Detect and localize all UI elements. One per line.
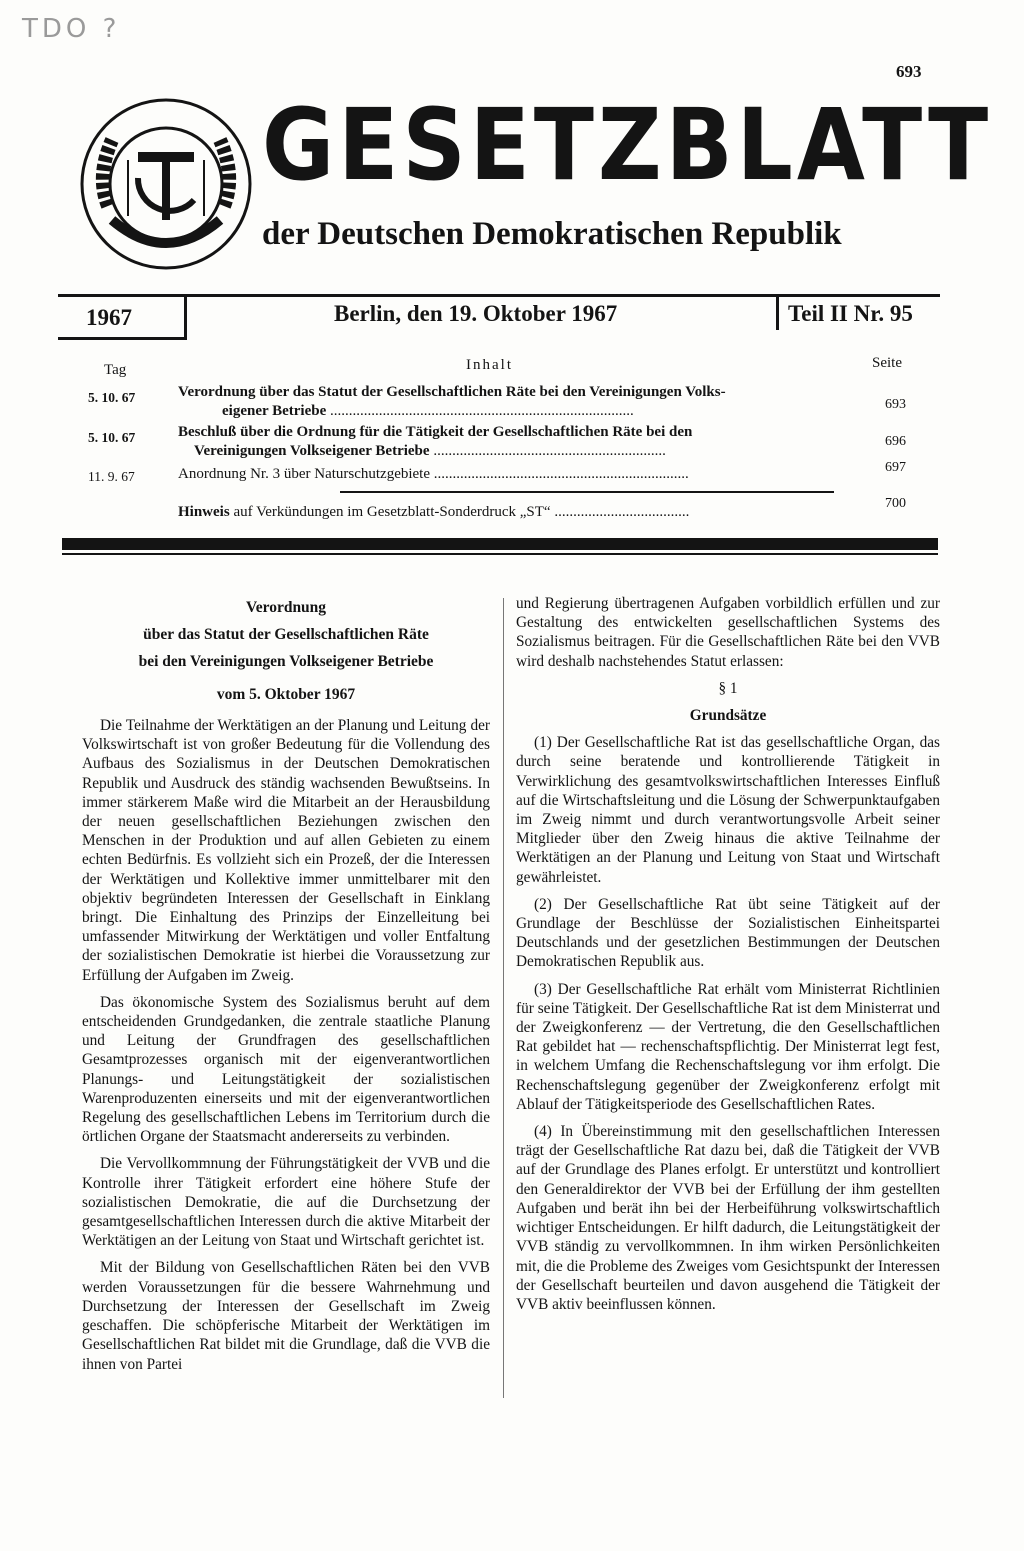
article-title-line3: bei den Vereinigungen Volkseigener Betriebe xyxy=(138,653,434,670)
issue-bar-bottom-rule-left xyxy=(58,337,186,340)
right-paragraph-1: (1) Der Gesellschaftliche Rat ist das gesellschaftliche Organ, das durch seine beratende und kontrollierende Tätigkeit in Verwirklichung des gesamtvolkswirtschaftlichen Interesses Einfluß auf die Wirtschaftsleitung und die Lösung der Schwerpunktaufgaben im Zweig nimmt und durch verantwortungsvolle Arbeit seiner Mitglieder über den Zweig hinaus die aktive Teilnahme der Werktätigen an der Planung und Leitung von Staat und Wirtschaft gewährleistet. xyxy=(516,734,940,886)
toc-entry-2-line2: Vereinigungen Volkseigener Betriebe xyxy=(194,443,430,459)
issue-bar-top-rule xyxy=(58,294,940,297)
toc-entry-1-line2: eigener Betriebe xyxy=(222,403,327,419)
article-left-column xyxy=(82,598,490,1382)
masthead-subtitle: der Deutschen Demokratischen Republik xyxy=(262,216,842,252)
toc-entry-2-page: 696 xyxy=(885,434,906,449)
section-title: Grundsätze xyxy=(689,707,767,725)
left-paragraph-1: Die Teilnahme der Werktätigen an der Planung und Leitung der Volkswirtschaft ist von großer Bedeutung für die Vollendung des Aufbaus des Sozialismus in der Deutschen Demokratischen Republik und Ausdruck des ständig wachsenden Bewußtseins. In immer stärkerem Maße wird die Mitarbeit an der Herausbildung der neuen gesellschaftlichen Beziehungen zwischen den Menschen in der Produktion und auf allen Gebieten zu einem echten Bedürfnis. Es vollzieht sich ein Prozeß, der die Interessen der Werktätigen und Kollektive immer unmittelbarer mit den objektiv begründeten Interessen der Gesellschaft in Einklang bringt. Die Einhaltung des Prinzips der Einzelleitung bei umfassender Mitwirkung der Werktätigen und voller Entfaltung der sozialistischen Demokratie ist hierbei die Voraussetzung zur Erfüllung der Aufgaben im Zweig. xyxy=(82,717,490,984)
issue-bar-divider-left xyxy=(184,296,187,340)
toc-entry-1-page: 693 xyxy=(885,397,906,412)
column-divider xyxy=(503,598,504,1398)
issue-part-number: Teil II Nr. 95 xyxy=(788,301,913,326)
toc-notice-text: auf Verkündungen im Gesetzblatt-Sonderdruck „ST“ xyxy=(233,504,551,520)
article-right-column xyxy=(516,594,940,1322)
toc-entry-2-line1: Beschluß über die Ordnung für die Tätigkeit der Gesellschaftlichen Räte bei den xyxy=(178,424,693,440)
issue-year: 1967 xyxy=(86,305,132,330)
toc-entry-3-date: 11. 9. 67 xyxy=(88,469,135,484)
article-date-line: vom 5. Oktober 1967 xyxy=(216,686,356,703)
left-paragraph-2: Das ökonomische System des Sozialismus beruht auf dem entscheidenden Grundgedanken, die zentrale staatliche Planung und Leitung der Grundfragen des gesellschaftlichen Gesamtprozesses organisch mit der eigenverantwortlichen Planungs- und Leitungstätigkeit der sozialistischen Warenproduzenten einerseits und mit der eigenverantwortlichen Regelung des gesellschaftlichen Lebens im Territorium durch die örtlichen Organe der Staatsmacht andererseits zu verbinden. xyxy=(82,993,490,1146)
issue-bar-divider-right xyxy=(776,296,779,330)
right-paragraph-3: (3) Der Gesellschaftliche Rat erhält vom Ministerrat Richtlinien für seine Tätigkeit. Der Gesellschaftliche Rat ist dem Ministerrat und der Zweigkonferenz — der Vertretung, die den Gesellschaftlichen Rat gebildet hat — rechenschaftspflichtig. Der Ministerrat legt fest, in welchem Umfang die Rechenschaftslegung vor ihm erfolgt. Die Rechenschaftslegung gegenüber der Zweigkonferenz erfolgt mit Ablauf der Tätigkeitsperiode des Gesellschaftlichen Rates. xyxy=(516,980,940,1113)
left-paragraph-4: Mit der Bildung von Gesellschaftlichen Räten bei den VVB werden Voraussetzungen für die bessere Wahrnehmung und Durchsetzung der Interessen der Gesellschaft im Zweig geschaffen. Die schöpferische Mitarbeit der Werktätigen im Gesellschaftlichen Rat bildet mit die Grundlage, daß die VVB die ihnen von Partei xyxy=(82,1259,490,1373)
toc-notice: Hinweis auf Verkündungen im Gesetzblatt-Sonderdruck „ST“ .................................... xyxy=(178,504,690,520)
toc-page-header: Seite xyxy=(872,355,902,371)
issue-place-date: Berlin, den 19. Oktober 1967 xyxy=(334,301,618,326)
section-mark: § 1 xyxy=(718,679,738,697)
toc-bottom-thin-rule xyxy=(62,553,938,555)
toc-entry-3-title: Anordnung Nr. 3 über Naturschutzgebiete .................................................................... xyxy=(178,466,689,482)
toc-entry-1-date: 5. 10. 67 xyxy=(88,390,136,405)
state-emblem-icon xyxy=(78,96,254,272)
page-number: 693 xyxy=(896,62,922,81)
toc-notice-page: 700 xyxy=(885,496,906,511)
toc-entry-1-title: Verordnung über das Statut der Gesellschaftlichen Räte bei den Vereinigungen Volks- eigener Betriebe ................................................................................. xyxy=(178,384,726,419)
toc-entry-3-line1: Anordnung Nr. 3 über Naturschutzgebiete xyxy=(178,466,431,482)
toc-day-header: Tag xyxy=(104,362,127,378)
masthead-title: GESETZBLATT xyxy=(262,87,993,203)
right-intro-paragraph: und Regierung übertragenen Aufgaben vorbildlich erfüllen und zur Gestaltung des entwickelten gesellschaftlichen Systems des Sozialismus beitragen. Für die Gesellschaftlichen Räte bei den VVB wird deshalb nachstehendes Statut erlassen: xyxy=(516,595,940,670)
toc-bottom-thick-rule xyxy=(62,538,938,550)
right-paragraph-2: (2) Der Gesellschaftliche Rat übt seine Tätigkeit auf der Grundlage der Beschlüsse der Sozialistischen Einheitspartei Deutschlands und der gesetzlichen Bestimmungen der Deutschen Demokratischen Republik aus. xyxy=(516,895,940,971)
left-paragraph-3: Die Vervollkommnung der Führungstätigkeit der VVB und die Kontrolle ihrer Tätigkeit erfordert eine höhere Stufe der sozialistischen Demokratie, die auf die Durchsetzung der gesamtgesellschaftlichen Interessen durch die aktive Mitarbeit der Werktätigen an der Leitung von Staat und Wirtschaft gerichtet ist. xyxy=(82,1155,490,1250)
toc-notice-bold: Hinweis xyxy=(178,504,230,520)
toc-content-header: Inhalt xyxy=(466,357,513,373)
toc-entry-3-page: 697 xyxy=(885,460,906,475)
article-title-line2: über das Statut der Gesellschaftlichen Räte xyxy=(143,626,429,643)
toc-separator xyxy=(340,491,834,493)
toc-entry-2-date: 5. 10. 67 xyxy=(88,430,136,445)
toc-entry-2-title: Beschluß über die Ordnung für die Tätigkeit der Gesellschaftlichen Räte bei den Vereinigungen Volkseigener Betriebe .............................................................. xyxy=(178,424,693,459)
toc-entry-1-line1: Verordnung über das Statut der Gesellschaftlichen Räte bei den Vereinigungen Volks- xyxy=(178,384,726,400)
handwritten-note: TDO ? xyxy=(22,14,121,44)
article-title-line1: Verordnung xyxy=(245,599,327,616)
right-paragraph-4: (4) In Übereinstimmung mit den gesellschaftlichen Interessen trägt der Gesellschaftliche Rat dazu bei, daß die Tätigkeit der VVB auf der Grundlage des Planes erfolgt. Er unterstützt und kontrolliert den Generaldirektor der VVB bei der Erfüllung der ihm gestellten Aufgaben und berät ihn bei der Herbeiführung volkswirtschaftlich wichtiger Entscheidungen. Er hilft dadurch, die Leitungstätigkeit der VVB ständig zu vervollkommnen. In ihm wirken Persönlichkeiten mit, die die Probleme des Zweiges vom Gesichtspunkt der Interessen der Gesellschaft beurteilen und davon ausgehend die Tätigkeit der VVB aktiv beeinflussen können. xyxy=(516,1123,940,1313)
